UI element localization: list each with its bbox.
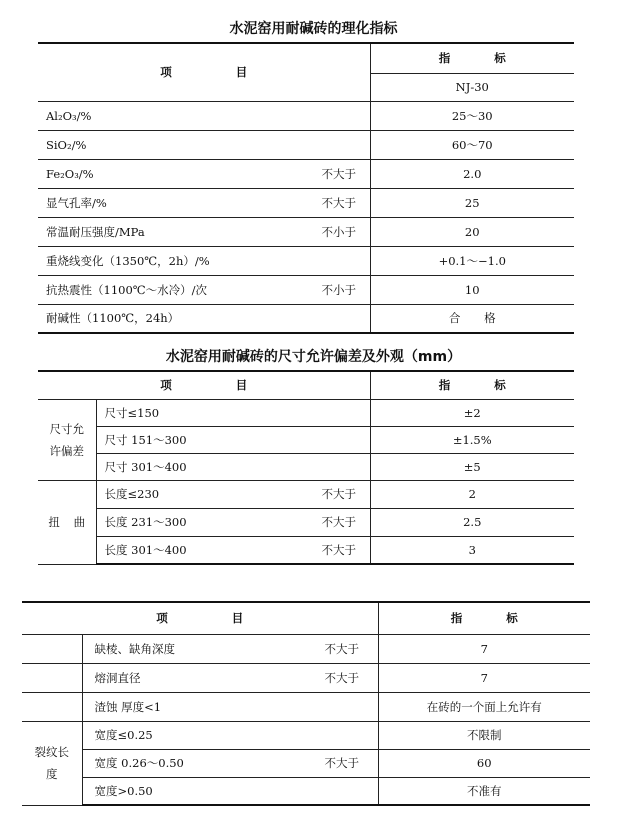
row-value: 2.0 [370,159,574,188]
row-value: ±2 [370,399,574,426]
row-qualifier: 不大于 [306,663,378,692]
table-row [38,188,574,217]
table1-grade: NJ-30 [370,73,574,101]
row-qualifier: 不大于 [308,508,370,536]
table-row [38,101,574,130]
row-qualifier: 不大于 [308,480,370,508]
row-qualifier [308,399,370,426]
table-row [22,749,590,777]
row-name: SiO₂/% [38,130,308,159]
row-name: 重烧线变化（1350℃，2h）/% [38,246,308,275]
table-row [22,663,590,692]
table-row [38,426,574,453]
table-row [38,304,574,333]
table-row [38,159,574,188]
row-qualifier: 不小于 [308,275,370,304]
row-name: 尺寸≤150 [96,399,308,426]
table1-title: 水泥窑用耐碱砖的理化指标 [229,21,398,37]
row-qualifier: 不小于 [308,217,370,246]
group-warpage: 扭 曲 [38,480,96,564]
row-name: 抗热震性（1100℃～水冷）/次 [38,275,308,304]
row-qualifier [306,721,378,749]
row-name: 宽度 0.26～0.50 [82,749,306,777]
row-name: 尺寸 151～300 [96,426,308,453]
row-value: +0.1～−1.0 [370,246,574,275]
table2-header-index: 指 标 [370,371,574,399]
table3-header-item: 项 目 [22,602,378,634]
appearance-table [22,601,590,806]
row-name: Fe₂O₃/% [38,159,308,188]
group-label: 裂纹长度 [34,745,69,781]
row-name: 宽度>0.50 [82,777,306,805]
row-qualifier [308,304,370,333]
table-row [38,217,574,246]
row-value: 60 [378,749,590,777]
table-row [22,692,590,721]
physicochemical-table [38,42,574,334]
row-value: 60～70 [370,130,574,159]
row-value: 不限制 [378,721,590,749]
row-name: 熔洞直径 [82,663,306,692]
table-row [38,130,574,159]
row-name: 显气孔率/% [38,188,308,217]
table-row [22,777,590,805]
row-qualifier [306,777,378,805]
row-qualifier: 不大于 [306,749,378,777]
table-row [38,536,574,564]
row-value: 合 格 [370,304,574,333]
row-value: 2 [370,480,574,508]
row-value: ±1.5% [370,426,574,453]
table2-header-item: 项 目 [38,371,370,399]
row-name: 尺寸 301～400 [96,453,308,480]
group-size-tolerance [38,399,96,480]
row-qualifier [308,453,370,480]
table-row [22,634,590,663]
row-name: Al₂O₃/% [38,101,308,130]
row-value: 在砖的一个面上允许有 [378,692,590,721]
group-crack-length [22,721,82,805]
table-row [38,399,574,426]
row-value: 3 [370,536,574,564]
row-qualifier [308,246,370,275]
row-qualifier [306,692,378,721]
row-value: 不准有 [378,777,590,805]
dimension-tolerance-table [38,370,574,565]
table2-title: 水泥窑用耐碱砖的尺寸允许偏差及外观（mm） [165,349,462,365]
row-qualifier: 不大于 [308,159,370,188]
row-value: 7 [378,634,590,663]
row-name: 缺棱、缺角深度 [82,634,306,663]
table-row [38,246,574,275]
row-qualifier [308,426,370,453]
row-value: 25 [370,188,574,217]
table-row [38,508,574,536]
table-row [38,480,574,508]
row-value: 25～30 [370,101,574,130]
row-qualifier: 不大于 [308,188,370,217]
row-name: 长度 231～300 [96,508,308,536]
row-name: 耐碱性（1100℃，24h） [38,304,308,333]
row-value: ±5 [370,453,574,480]
row-value: 20 [370,217,574,246]
row-name: 宽度≤0.25 [82,721,306,749]
row-name: 渣蚀 厚度<1 [82,692,306,721]
table-row [22,721,590,749]
table-row [38,453,574,480]
row-value: 2.5 [370,508,574,536]
row-value: 10 [370,275,574,304]
row-qualifier [308,101,370,130]
row-name: 常温耐压强度/MPa [38,217,308,246]
row-qualifier: 不大于 [306,634,378,663]
table1-header-item: 项 目 [38,43,370,101]
row-qualifier [308,130,370,159]
row-name: 长度≤230 [96,480,308,508]
group-label: 尺寸允许偏差 [49,421,84,458]
table1-header-index: 指 标 [370,43,574,73]
row-qualifier: 不大于 [308,536,370,564]
table3-header-index: 指 标 [378,602,590,634]
table-row [38,275,574,304]
row-value: 7 [378,663,590,692]
row-name: 长度 301～400 [96,536,308,564]
